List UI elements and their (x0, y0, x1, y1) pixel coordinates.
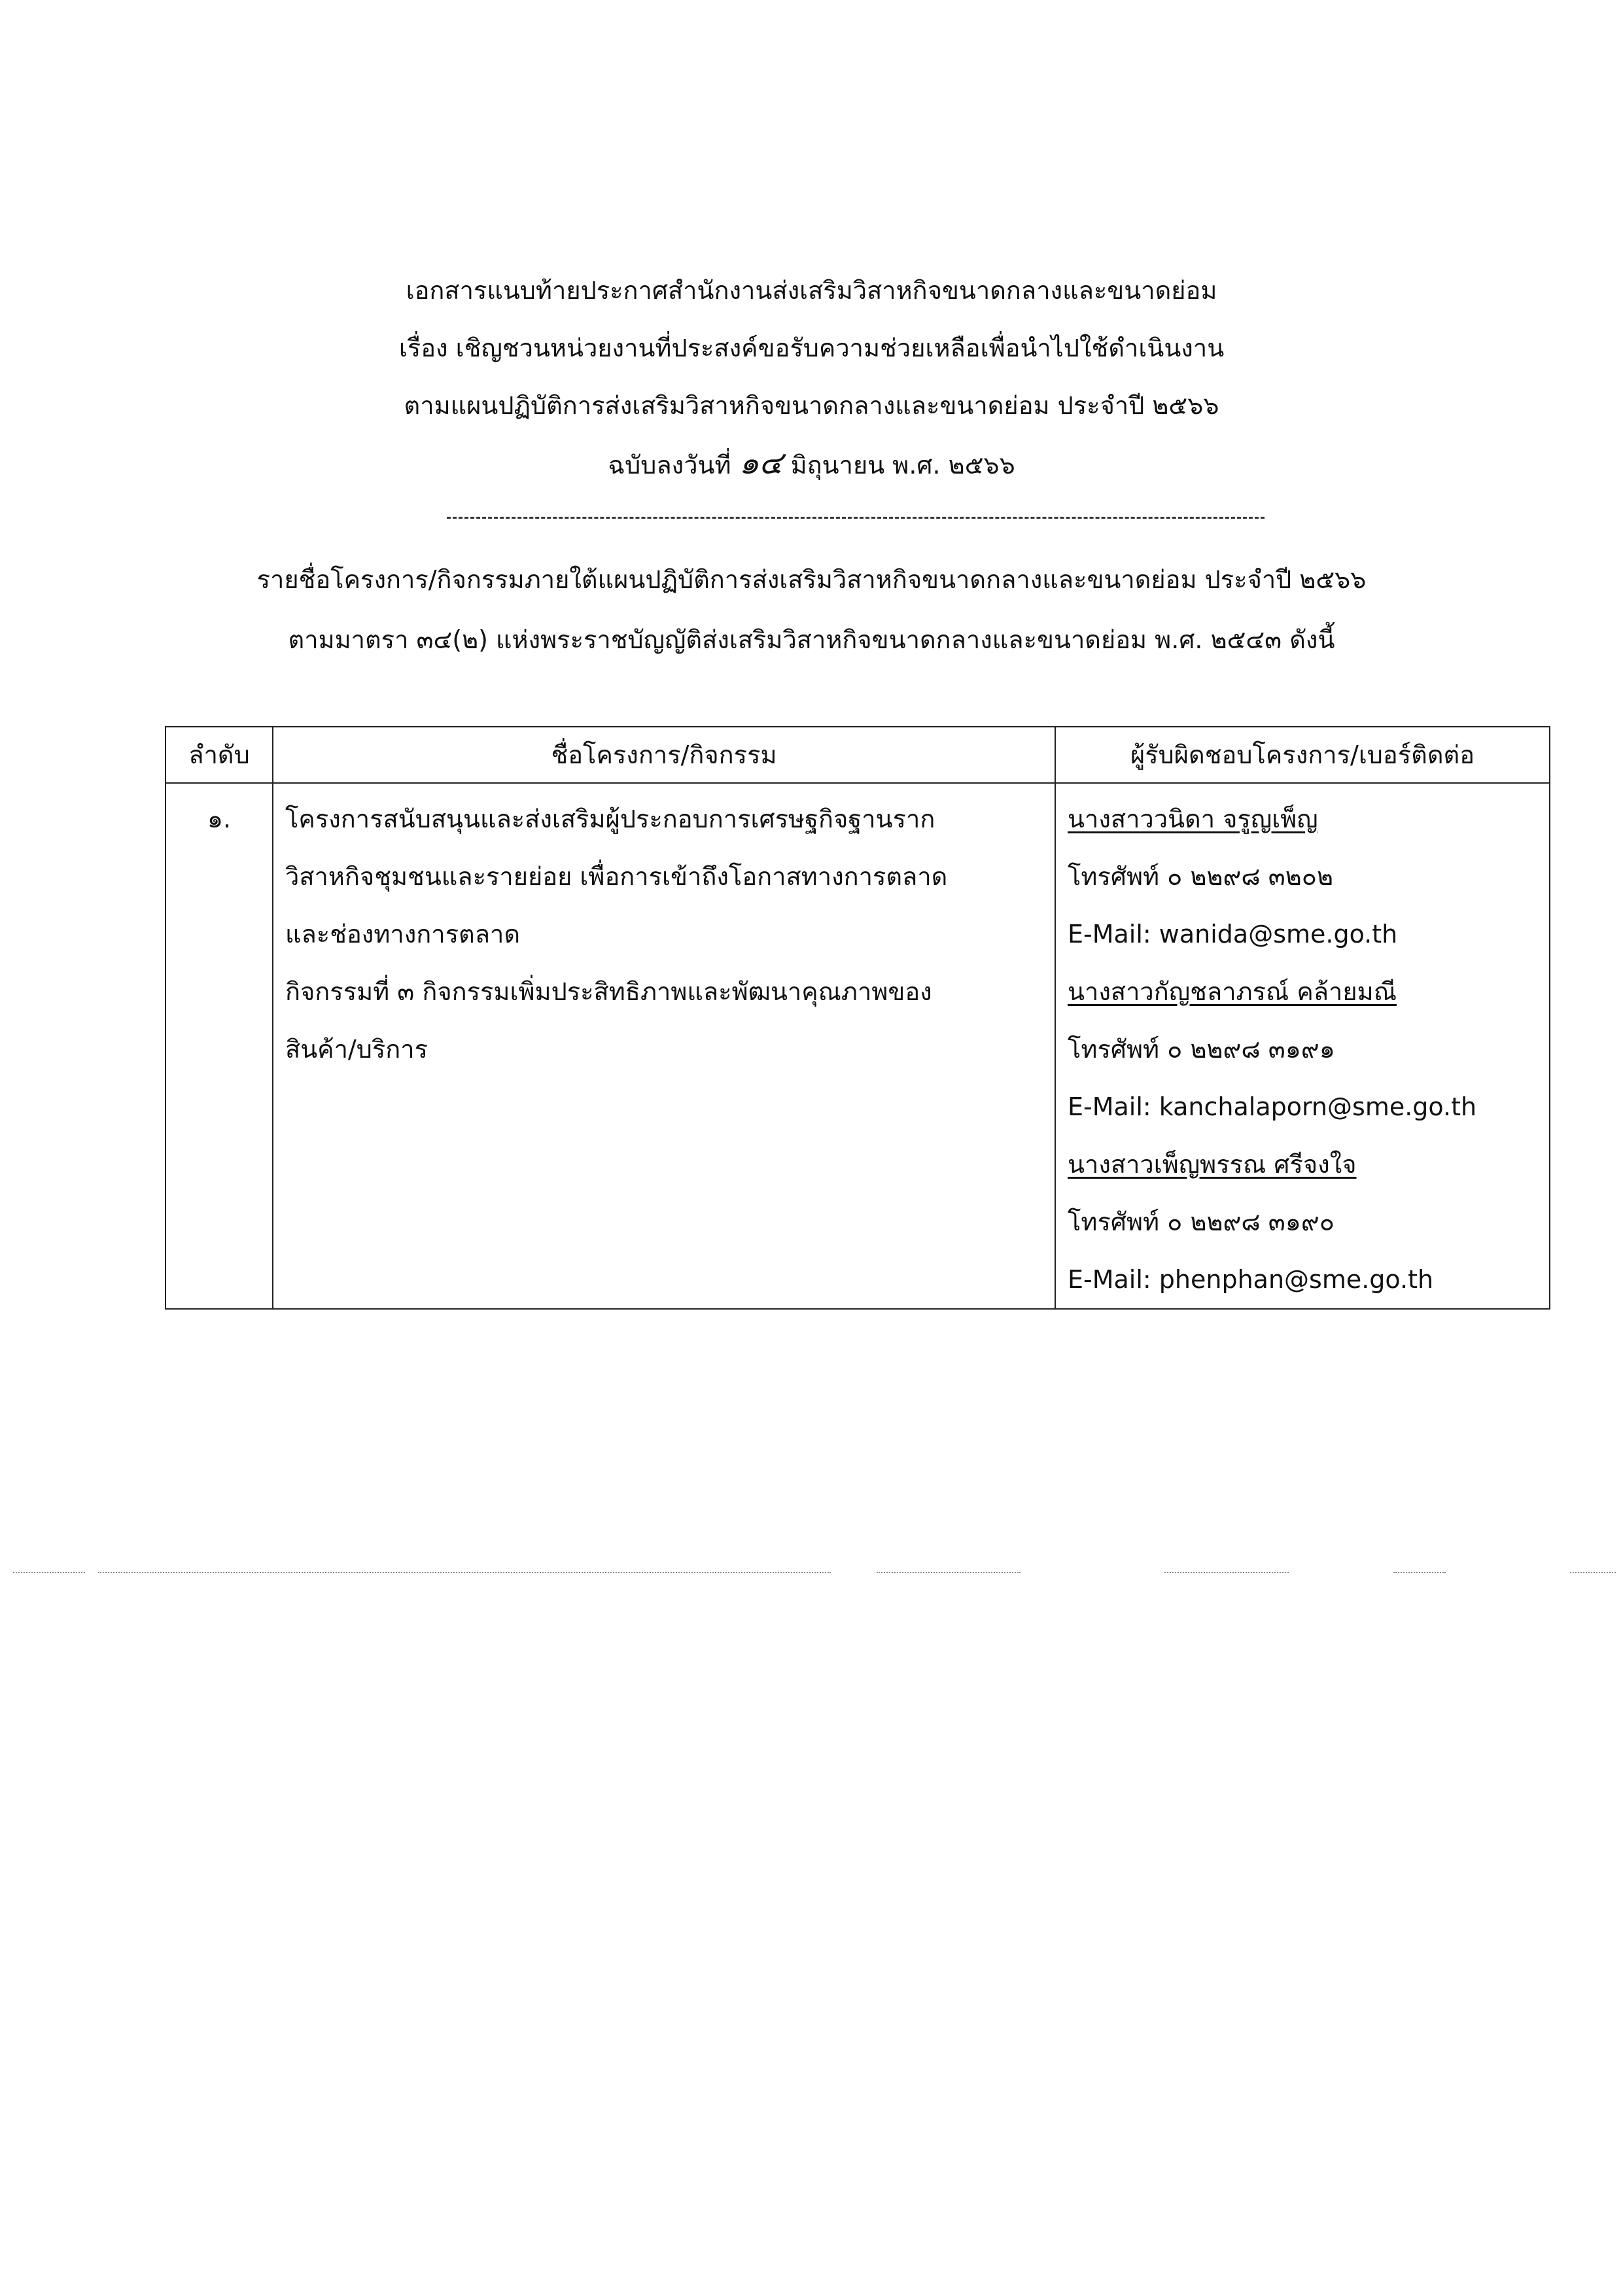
project-activity-line: กิจกรรมที่ ๓ กิจกรรมเพิ่มประสิทธิภาพและพัฒนาคุณภาพของ (285, 977, 932, 1006)
header-title-line-1: เอกสารแนบท้ายประกาศสำนักงานส่งเสริมวิสาหกิจขนาดกลางและขนาดย่อม (406, 276, 1217, 305)
row-order-number: ๑. (207, 805, 232, 833)
project-name-line: วิสาหกิจชุมชนและรายย่อย เพื่อการเข้าถึงโอกาสทางการตลาด (285, 862, 948, 891)
contact-name-text: นางสาวกัญชลาภรณ์ คล้ายมณี (1068, 977, 1397, 1006)
column-header-name: ชื่อโครงการ/กิจกรรม (273, 727, 1055, 783)
row-project-cell (273, 783, 1055, 1309)
contact-email: E-Mail: wanida@sme.go.th (1068, 920, 1398, 948)
table-row (166, 783, 1550, 1309)
contact-name-text: นางสาววนิดา จรูญเพ็ญ (1068, 805, 1318, 833)
header-subject-line: เรื่อง เชิญชวนหน่วยงานที่ประสงค์ขอรับความช่วยเหลือเพื่อนำไปใช้ดำเนินงาน (398, 334, 1225, 362)
contact-person-name (1068, 963, 1549, 1020)
date-day-handwritten: ๑๔ (739, 445, 783, 481)
intro-text (0, 549, 1623, 670)
intro-line-2: ตามมาตรา ๓๔(๒) แห่งพระราชบัญญัติส่งเสริมวิสาหกิจขนาดกลางและขนาดย่อม พ.ศ. ๒๕๔๓ ดังนี้ (288, 625, 1335, 654)
project-name-line: โครงการสนับสนุนและส่งเสริมผู้ประกอบการเศรษฐกิจฐานราก (285, 805, 935, 833)
scan-artifact-line (1164, 1572, 1289, 1573)
scan-artifact-line (1393, 1572, 1446, 1573)
project-activity-line: สินค้า/บริการ (285, 1035, 428, 1064)
contact-person-name (1068, 790, 1549, 848)
contact-phone: โทรศัพท์ ๐ ๒๒๙๘ ๓๒๐๒ (1068, 862, 1334, 891)
header-date-line (0, 434, 1623, 492)
contact-name-text: นางสาวเพ็ญพรรณ ศรีจงใจ (1068, 1150, 1357, 1179)
row-order-cell (166, 783, 273, 1309)
contact-phone: โทรศัพท์ ๐ ๒๒๙๘ ๓๑๙๑ (1068, 1035, 1335, 1064)
intro-line-1: รายชื่อโครงการ/กิจกรรมภายใต้แผนปฏิบัติการส่งเสริมวิสาหกิจขนาดกลางและขนาดย่อม ประจำปี ๒๕๖๖ (256, 565, 1367, 594)
contact-email: E-Mail: kanchalaporn@sme.go.th (1068, 1092, 1477, 1121)
date-prefix: ฉบับลงวันที่ (608, 451, 731, 479)
projects-table (165, 726, 1550, 1310)
contact-email: E-Mail: phenphan@sme.go.th (1068, 1265, 1434, 1294)
scan-artifact-line (877, 1572, 1021, 1573)
project-name-line: และช่องทางการตลาด (285, 920, 521, 948)
table-header-row (166, 727, 1550, 783)
row-contact-cell (1055, 783, 1550, 1309)
column-header-contact: ผู้รับผิดชอบโครงการ/เบอร์ติดต่อ (1055, 727, 1550, 783)
scan-artifact-line (1570, 1572, 1616, 1573)
header-plan-line: ตามแผนปฏิบัติการส่งเสริมวิสาหกิจขนาดกลางและขนาดย่อม ประจำปี ๒๕๖๖ (404, 391, 1219, 420)
dashed-divider (447, 517, 1265, 519)
document-header (0, 262, 1623, 492)
contact-person-name (1068, 1136, 1549, 1193)
column-header-order: ลำดับ (166, 727, 273, 783)
scan-artifact-line (98, 1572, 831, 1573)
scan-artifact-line (13, 1572, 85, 1573)
date-suffix: มิถุนายน พ.ศ. ๒๕๖๖ (790, 451, 1015, 479)
contact-phone: โทรศัพท์ ๐ ๒๒๙๘ ๓๑๙๐ (1068, 1208, 1335, 1236)
